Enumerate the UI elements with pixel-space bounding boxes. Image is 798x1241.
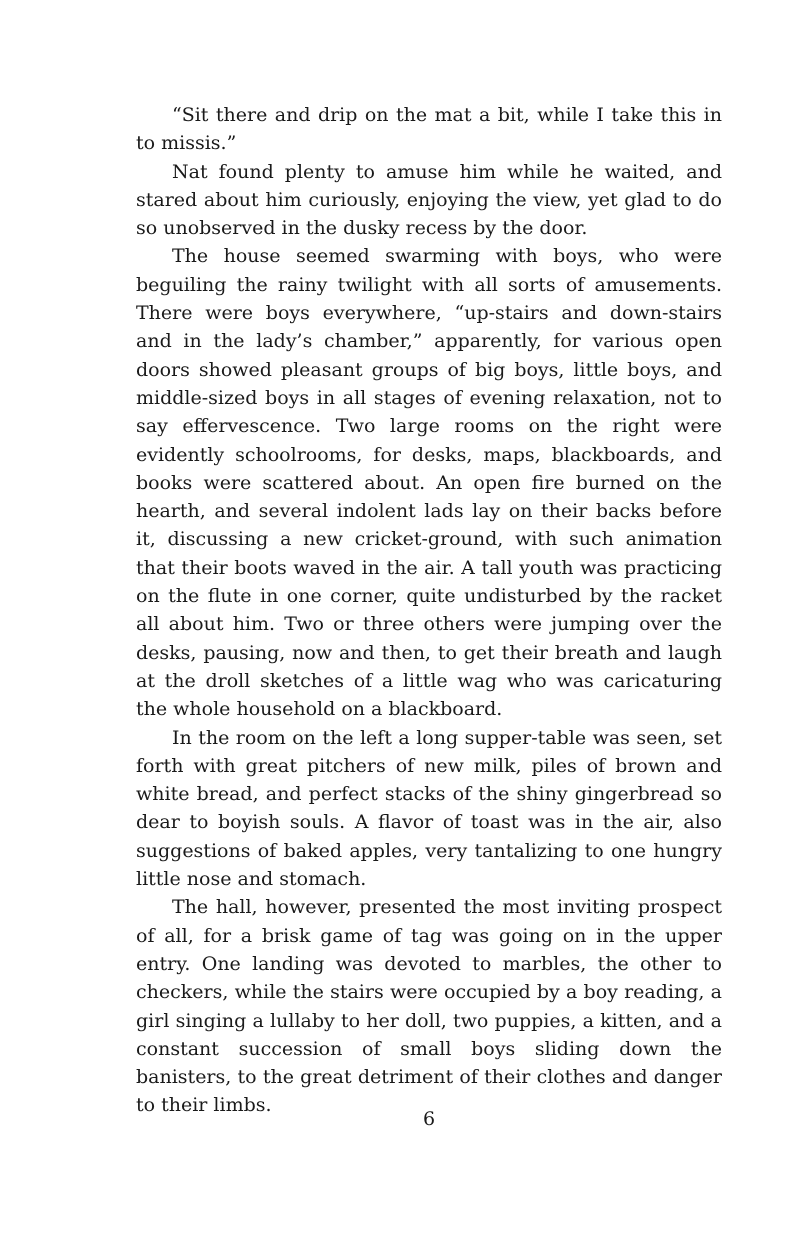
paragraph: “Sit there and drip on the mat a bit, while I take this in to missis.” — [136, 104, 722, 155]
paragraph: The hall, however, presented the most inviting prospect of all, for a brisk game of tag was going on in the upper entry. One landing was devoted to marbles, the other to checkers, while the stairs were occupied by a boy reading, a girl singing a lullaby to her doll, two puppies, a kitten, and a constant succession of small boys sliding down the banisters, to the great detriment of their clothes and danger to their limbs. — [136, 896, 722, 1117]
paragraph: In the room on the left a long supper-table was seen, set forth with great pitchers of new milk, piles of brown and white bread, and perfect stacks of the shiny gingerbread so dear to boyish souls. A flavor of toast was in the air, also suggestions of baked apples, very tantalizing to one hungry little nose and stomach. — [136, 726, 722, 891]
body-text — [136, 101, 722, 1120]
paragraph: The house seemed swarming with boys, who were beguiling the rainy twilight with all sorts of amusements. There were boys everywhere, “up-stairs and down-stairs and in the lady’s chamber,” apparently, for various open doors showed pleasant groups of big boys, little boys, and middle-sized boys in all stages of evening relaxation, not to say effervescence. Two large rooms on the right were evidently schoolrooms, for desks, maps, blackboards, and books were scattered about. An open fire burned on the hearth, and several indolent lads lay on their backs before it, discussing a new cricket-ground, with such animation that their boots waved in the air. A tall youth was practicing on the flute in one corner, quite undisturbed by the racket all about him. Two or three others were jumping over the desks, pausing, now and then, to get their breath and laugh at the droll sketches of a little wag who was caricaturing the whole household on a blackboard. — [136, 245, 722, 721]
page-number: 6 — [422, 1108, 436, 1130]
paragraph: Nat found plenty to amuse him while he waited, and stared about him curiously, enjoying the view, yet glad to do so unobserved in the dusky recess by the door. — [136, 160, 722, 240]
